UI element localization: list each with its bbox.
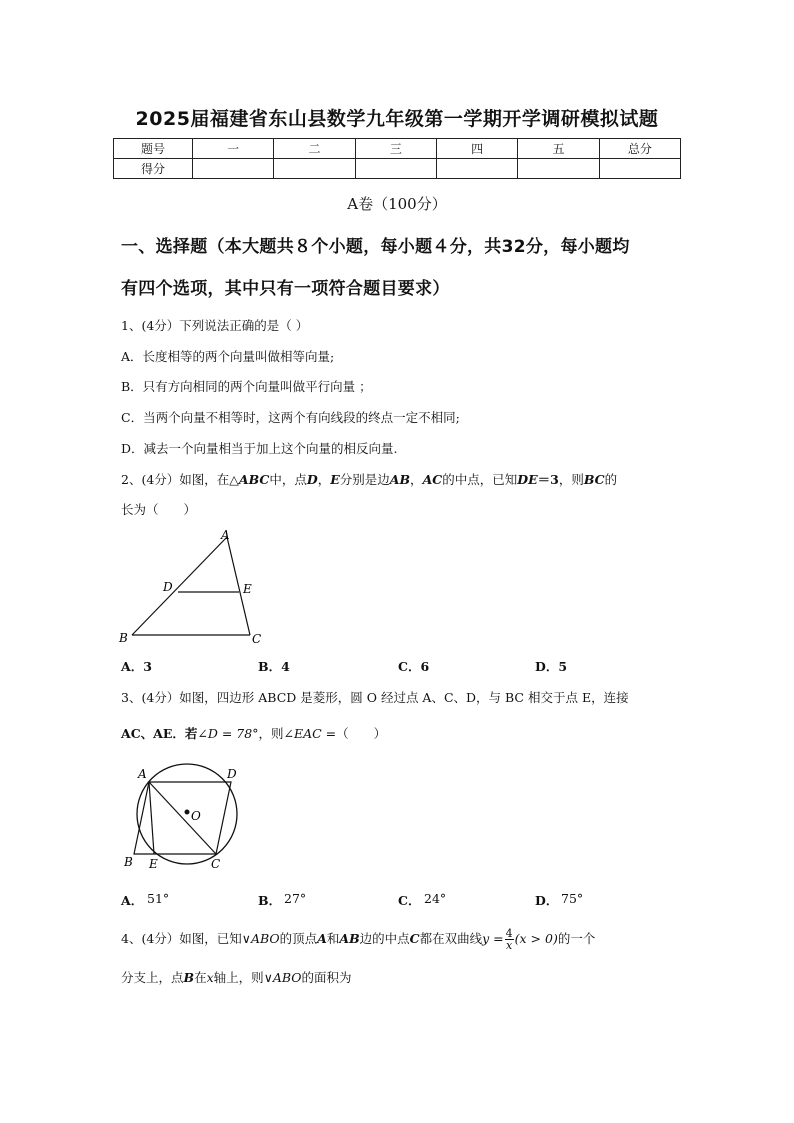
q2-segment-de: DE [517,472,538,487]
q3-angle-eac: ∠EAC = [283,726,337,741]
q2-label-a: A [221,528,230,542]
q2-text: ， [317,472,331,487]
q2-text: ，则 [558,472,584,487]
q4-text: 的一个 [557,931,596,946]
score-header-cell: 三 [355,139,436,159]
q4-text: 的顶点 [279,931,318,946]
q3-options [121,891,681,909]
q4-text: 轴上，则 [213,970,264,985]
q3-stem-line2 [121,724,386,742]
q2-text: 的中点，已知 [442,472,518,487]
score-cell[interactable] [274,159,355,179]
q2-line-ab [132,537,227,635]
score-cell[interactable] [193,159,274,179]
q4-hyperbola-lhs: y = [482,931,504,946]
q4-fraction-numerator: 4 [505,927,513,940]
score-cell[interactable] [518,159,599,179]
q1-option-b: B．只有方向相同的两个向量叫做平行向量 ； [121,379,372,394]
score-header-cell: 五 [518,139,599,159]
q4-condition: (x > 0) [514,931,558,946]
q3-text: （ ） [336,726,387,741]
score-header-cell: 二 [274,139,355,159]
q4-text: 的面积为 [301,970,352,985]
q4-stem-line1 [121,928,595,951]
q2-option-d: D．5 [535,659,568,674]
q3-label-o: O [191,809,201,823]
q4-stem-line2 [121,968,352,986]
q3-label-c: C [211,857,221,871]
q3-center-point [185,810,190,815]
score-row-label: 得分 [114,159,193,179]
q4-x-axis-var: x [206,970,214,985]
q4-point-c: C [409,931,420,946]
q2-point-e: E [330,472,340,487]
q3-option-b-value: 27° [284,891,307,906]
q2-text: 分别是边 [339,472,390,487]
q3-option-a-letter: A． [121,893,144,908]
q2-triangle-figure [115,525,275,650]
q2-de-value: ＝3 [537,472,559,487]
q4-text: 分支上，点 [121,970,184,985]
q3-option-d-value: 75° [561,891,584,906]
q2-label-e: E [243,582,252,596]
q3-stem-line1: 3、(4分）如图，四边形 ABCD 是菱形，圆 O 经过点 A、C、D，与 BC 相交于点 E，连接 [121,690,629,705]
q2-point-d: D [306,472,318,487]
q2-triangle: △ABC [229,472,270,487]
q2-stem-line2: 长为（ ） [121,502,197,517]
page-title: 2025届福建省东山县数学九年级第一学期开学调研模拟试题 [135,108,659,130]
score-header-cell: 总分 [599,139,680,159]
q4-point-b: B [183,970,195,985]
q2-text: 的 [604,472,618,487]
q3-angle-d: ∠D = 78° [197,726,259,741]
score-cell[interactable] [436,159,517,179]
score-header-cell: 题号 [114,139,193,159]
paper-label: A卷（100分） [347,195,447,213]
q2-options [121,657,681,675]
q4-triangle: ∨ABO [241,931,280,946]
q2-option-a: A．3 [121,659,152,674]
q2-label-d: D [163,580,173,594]
score-table-header-row [114,139,681,159]
q1-stem: 1、(4分）下列说法正确的是（ ） [121,318,309,333]
q2-side-bc: BC [583,472,605,487]
q3-option-c-letter: C． [398,893,421,908]
score-table-score-row [114,159,681,179]
q4-text: 边的中点 [359,931,410,946]
q4-side-ab: AB [339,931,360,946]
q2-stem-line1 [121,470,617,488]
section-heading-line1: 一、选择题（本大题共８个小题，每小题４分，共32分，每小题均 [121,237,630,257]
q3-option-d-letter: D． [535,893,559,908]
q4-text: 4、(4分）如图，已知 [121,931,242,946]
q4-fraction-denominator: x [506,939,513,952]
q3-label-a: A [138,767,147,781]
q4-text: 和 [326,931,340,946]
q1-option-c: C．当两个向量不相等时，这两个有向线段的终点一定不相同; [121,410,460,425]
score-header-cell: 四 [436,139,517,159]
q3-line-ac [149,782,216,854]
section-heading-line2: 有四个选项，其中只有一项符合题目要求） [121,279,450,299]
q1-option-a: A．长度相等的两个向量叫做相等向量; [121,349,335,364]
q3-option-c-value: 24° [424,891,447,906]
q2-option-b: B．4 [258,659,290,674]
q1-option-d: D．减去一个向量相当于加上这个向量的相反向量. [121,441,398,456]
q2-side-ac: AC [422,472,443,487]
q4-text: 在 [194,970,207,985]
q3-option-a-value: 51° [147,891,170,906]
q3-text: AC、AE．若 [121,726,198,741]
q2-side-ab: AB [389,472,411,487]
q2-text: 2、(4分）如图，在 [121,472,230,487]
q2-label-c: C [252,632,262,646]
q3-rhombus-circle-figure [118,760,248,875]
q3-label-b: B [124,855,133,869]
q3-text: ，则 [258,726,284,741]
score-cell[interactable] [355,159,436,179]
q4-fraction [505,928,514,951]
q2-label-b: B [119,631,128,645]
q2-text: ， [410,472,423,487]
q2-option-c: C．6 [398,659,430,674]
q4-point-a: A [317,931,327,946]
score-table [113,138,681,179]
q4-triangle: ∨ABO [263,970,302,985]
q3-line-ae [149,782,154,854]
q2-text: 中，点 [269,472,307,487]
score-cell[interactable] [599,159,680,179]
score-header-cell: 一 [193,139,274,159]
q3-label-d: D [227,767,237,781]
q3-option-b-letter: B． [258,893,282,908]
q3-label-e: E [149,857,158,871]
q4-text: 都在双曲线 [419,931,483,946]
